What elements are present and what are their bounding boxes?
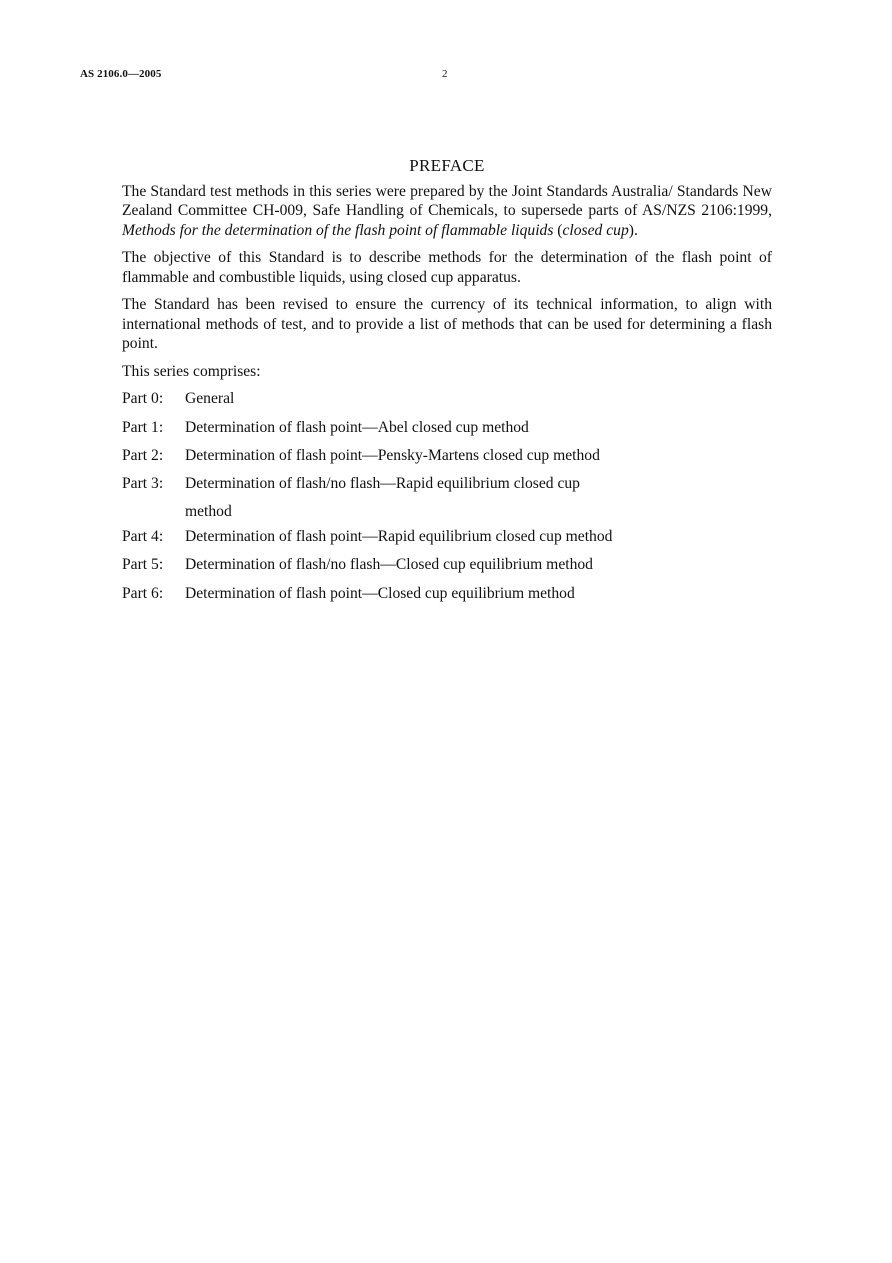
preface-section <box>122 156 772 612</box>
list-item <box>122 389 772 409</box>
paragraph-text: The Standard test methods in this series were prepared by the Joint Standards Australia/ Standards New Zealand Committee CH-009, Safe Handling of Chemicals, to supersede parts of AS/NZS 2106:1999, <box>122 182 772 219</box>
list-item <box>122 446 772 466</box>
list-item <box>122 555 772 575</box>
part-title: General <box>185 390 235 407</box>
part-number: Part 6: <box>122 584 164 602</box>
parts-list <box>122 389 772 603</box>
part-number: Part 1: <box>122 418 164 436</box>
list-item <box>122 584 772 604</box>
part-title: Determination of flash point—Rapid equilibrium closed cup method <box>185 527 613 545</box>
part-number: Part 0: <box>122 390 164 407</box>
part-number: Part 5: <box>122 556 164 573</box>
referenced-title: Methods for the determination of the flash point of flammable liquids <box>122 221 554 239</box>
part-title: Determination of flash point—Closed cup equilibrium method <box>185 584 575 602</box>
paragraph-text: ). <box>628 221 638 239</box>
part-title: Determination of flash/no flash—Closed cup equilibrium method <box>185 556 593 573</box>
part-number: Part 3: <box>122 474 164 492</box>
part-title: Determination of flash point—Abel closed cup method <box>185 418 529 436</box>
list-item <box>122 470 772 527</box>
preface-paragraph-2: The objective of this Standard is to describe methods for the determination of the flash point of flammable and combustible liquids, using closed cup apparatus. <box>122 249 772 286</box>
page-number: 2 <box>442 68 448 80</box>
part-number: Part 4: <box>122 527 164 545</box>
preface-paragraph-4: This series comprises: <box>122 362 261 380</box>
referenced-subtitle: closed cup <box>562 221 629 239</box>
part-number: Part 2: <box>122 447 164 464</box>
part-title: Determination of flash point—Pensky-Martens closed cup method <box>185 447 600 464</box>
preface-title: PREFACE <box>409 156 485 175</box>
preface-paragraph-1 <box>122 182 772 241</box>
preface-paragraph-3: The Standard has been revised to ensure the currency of its technical information, to align with international methods of test, and to provide a list of methods that can be used for determining a flash point. <box>122 296 772 352</box>
paragraph-text: ( <box>553 221 563 239</box>
part-title: Determination of flash/no flash—Rapid equilibrium closed cup method <box>185 474 580 520</box>
document-id: AS 2106.0—2005 <box>80 68 162 80</box>
list-item <box>122 527 772 547</box>
list-item <box>122 418 772 438</box>
